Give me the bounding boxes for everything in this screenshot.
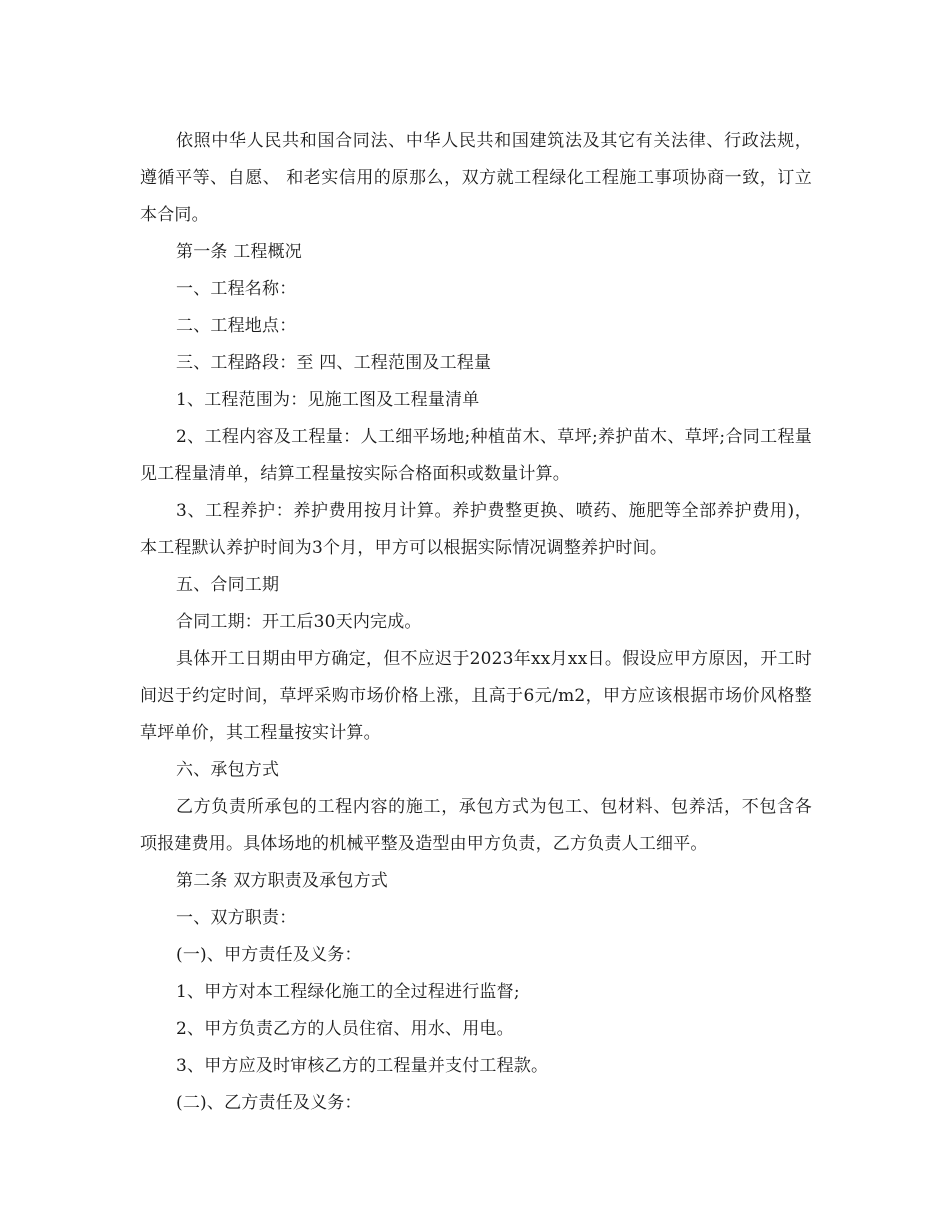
- article-2-heading: 第二条 双方职责及承包方式: [176, 871, 389, 891]
- content-quantity-clause: 2、工程内容及工程量：人工细平场地;种植苗木、草坪;养护苗木、草坪;合同工程量见工程量清单，结算工程量按实际合格面积或数量计算。: [140, 427, 812, 484]
- contracting-method-clause: 乙方负责所承包的工程内容的施工，承包方式为包工、包材料、包养活，不包含各项报建费用。具体场地的机械平整及造型由甲方负责，乙方负责人工细平。: [140, 797, 812, 854]
- party-a-duty-3: 3、甲方应及时审核乙方的工程量并支付工程款。: [176, 1056, 549, 1076]
- duties-heading: 一、双方职责：: [176, 908, 297, 928]
- contracting-method-heading: 六、承包方式: [176, 760, 280, 780]
- project-section-line: 三、工程路段：至 四、工程范围及工程量: [176, 353, 492, 373]
- party-a-duty-1: 1、甲方对本工程绿化施工的全过程进行监督;: [176, 982, 520, 1002]
- party-a-duties-heading: (一)、甲方责任及义务：: [176, 945, 362, 965]
- project-location-line: 二、工程地点：: [176, 316, 297, 336]
- start-date-clause: 具体开工日期由甲方确定，但不应迟于2023年xx月xx日。假设应甲方原因，开工时间迟于约定时间，草坪采购市场价格上涨，且高于6元/m2，甲方应该根据市场价风格整草坪单价，其工程量按实计算。: [140, 649, 812, 743]
- intro-paragraph: 依照中华人民共和国合同法、中华人民共和国建筑法及其它有关法律、行政法规，遵循平等、自愿、 和老实信用的原那么，双方就工程绿化工程施工事项协商一致，订立本合同。: [140, 131, 812, 225]
- duration-heading: 五、合同工期: [176, 575, 280, 595]
- maintenance-clause: 3、工程养护：养护费用按月计算。养护费整更换、喷药、施肥等全部养护费用)，本工程默认养护时间为3个月，甲方可以根据实际情况调整养护时间。: [140, 501, 812, 558]
- project-name-line: 一、工程名称：: [176, 279, 297, 299]
- article-1-heading: 第一条 工程概况: [176, 242, 303, 262]
- party-a-duty-2: 2、甲方负责乙方的人员住宿、用水、用电。: [176, 1019, 514, 1039]
- duration-clause: 合同工期：开工后30天内完成。: [176, 612, 422, 632]
- party-b-duties-heading: (二)、乙方责任及义务：: [176, 1093, 362, 1113]
- scope-clause: 1、工程范围为：见施工图及工程量清单: [176, 390, 480, 410]
- document-body: [140, 123, 812, 1122]
